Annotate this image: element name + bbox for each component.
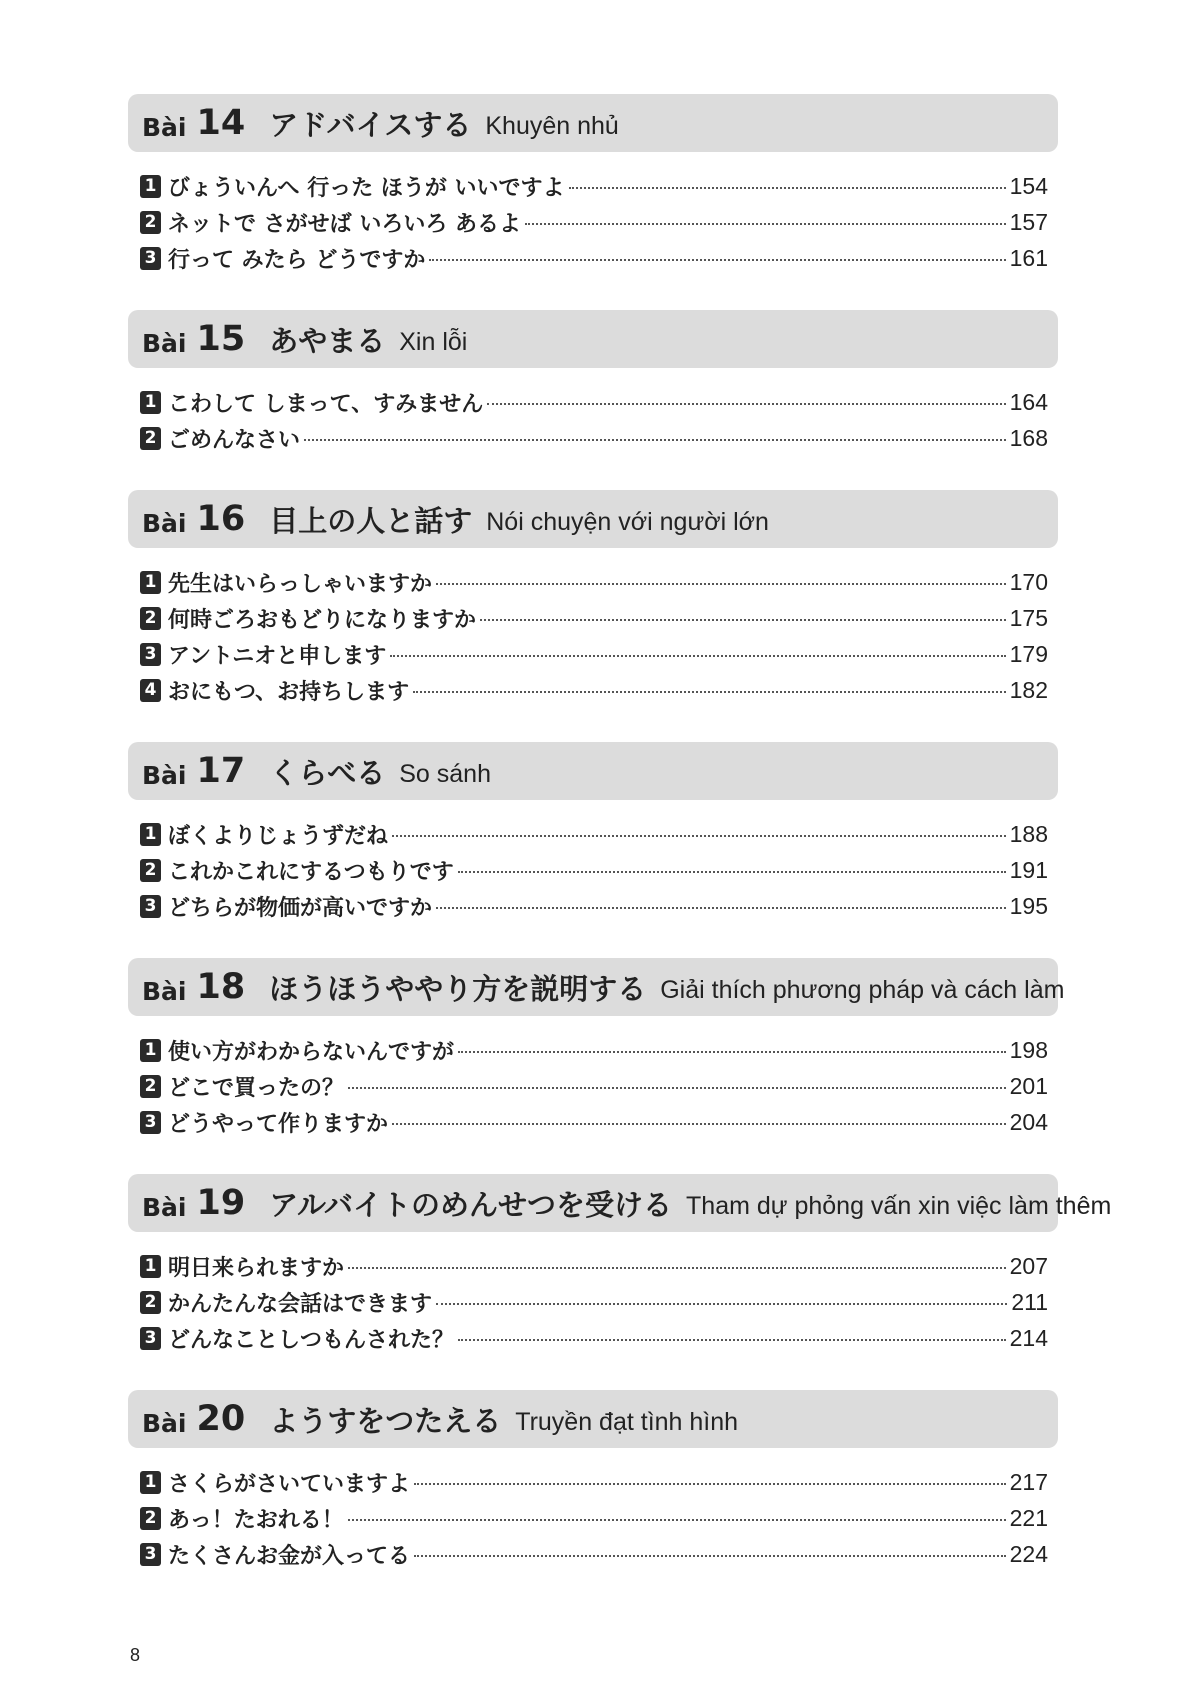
unit-list: [128, 1232, 1058, 1356]
page-ref: 188: [1009, 820, 1048, 847]
dot-leader: [348, 1087, 1006, 1089]
unit-number-badge: 2: [140, 607, 161, 630]
toc-entry[interactable]: [140, 600, 1048, 636]
unit-title: どうやって作りますか: [168, 1111, 389, 1137]
toc-entry[interactable]: [140, 672, 1048, 708]
page-ref: 204: [1009, 1108, 1048, 1135]
page-ref: 207: [1009, 1252, 1048, 1279]
unit-title: たくさんお金が入ってる: [168, 1543, 411, 1569]
dot-leader: [458, 1339, 1006, 1341]
dot-leader: [480, 619, 1006, 621]
dot-leader: [392, 835, 1006, 837]
unit-number-badge: 3: [140, 643, 161, 666]
lesson-section: [128, 310, 1058, 490]
unit-list: [128, 548, 1058, 708]
toc-entry[interactable]: [140, 1104, 1048, 1140]
unit-number-badge: 2: [140, 1291, 161, 1314]
lesson-header: [128, 742, 1058, 800]
lesson-vietnamese-title: So sánh: [399, 759, 491, 788]
unit-title: どんなことしつもんされた？: [168, 1327, 455, 1353]
toc-entry[interactable]: [140, 1284, 1048, 1320]
dot-leader: [348, 1267, 1006, 1269]
unit-number-badge: 2: [140, 211, 161, 234]
toc-entry[interactable]: [140, 1068, 1048, 1104]
unit-title: 行って みたら どうですか: [168, 247, 426, 273]
lesson-vietnamese-title: Xin lỗi: [399, 327, 468, 356]
lesson-header: [128, 958, 1065, 1016]
dot-leader: [458, 1051, 1006, 1053]
page-ref: 182: [1009, 676, 1048, 703]
lesson-header: [128, 1174, 1112, 1232]
page-ref: 214: [1009, 1324, 1048, 1351]
unit-list: [128, 1016, 1058, 1140]
dot-leader: [569, 187, 1006, 189]
unit-list: [128, 368, 1058, 456]
page-ref: 179: [1009, 640, 1048, 667]
toc-entry[interactable]: [140, 240, 1048, 276]
unit-number-badge: 3: [140, 1111, 161, 1134]
lesson-japanese-title: くらべる: [269, 755, 386, 790]
unit-number-badge: 3: [140, 1327, 161, 1350]
page-ref: 191: [1009, 856, 1048, 883]
lesson-section: [128, 1390, 1058, 1572]
unit-title: 使い方がわからないんですが: [168, 1039, 455, 1065]
lesson-prefix: Bài: [142, 1408, 187, 1438]
dot-leader: [414, 1483, 1006, 1485]
unit-number-badge: 3: [140, 895, 161, 918]
dot-leader: [458, 871, 1006, 873]
lesson-vietnamese-title: Khuyên nhủ: [485, 111, 619, 140]
table-of-contents: [128, 94, 1112, 1572]
dot-leader: [392, 1123, 1006, 1125]
lesson-japanese-title: 目上の人と話す: [269, 503, 473, 538]
unit-number-badge: 1: [140, 823, 161, 846]
lesson-header: [128, 310, 1058, 368]
unit-title: アントニオと申します: [168, 643, 387, 669]
dot-leader: [348, 1519, 1006, 1521]
toc-entry[interactable]: [140, 1536, 1048, 1572]
lesson-number: 18: [196, 967, 246, 1007]
lesson-number: 17: [196, 751, 246, 791]
lesson-japanese-title: あやまる: [269, 323, 386, 358]
unit-title: びょういんへ 行った ほうが いいですよ: [168, 175, 565, 201]
unit-list: [128, 1448, 1058, 1572]
lesson-vietnamese-title: Tham dự phỏng vấn xin việc làm thêm: [686, 1191, 1112, 1220]
lesson-vietnamese-title: Truyền đạt tình hình: [515, 1407, 739, 1436]
unit-title: さくらがさいていますよ: [168, 1471, 411, 1497]
page-number: 8: [130, 1645, 141, 1665]
lesson-section: [128, 490, 1058, 742]
unit-number-badge: 2: [140, 859, 161, 882]
lesson-section: [128, 742, 1058, 958]
unit-title: かんたんな会話はできます: [168, 1291, 433, 1317]
unit-title: こわして しまって、すみません: [168, 391, 484, 417]
toc-entry[interactable]: [140, 1464, 1048, 1500]
unit-title: ぼくよりじょうずだね: [168, 823, 389, 849]
unit-number-badge: 1: [140, 175, 161, 198]
lesson-number: 16: [196, 499, 246, 539]
page-ref: 198: [1009, 1036, 1048, 1063]
dot-leader: [525, 223, 1006, 225]
toc-entry[interactable]: [140, 888, 1048, 924]
unit-title: おにもつ、お持ちします: [168, 679, 410, 705]
page-ref: 195: [1009, 892, 1048, 919]
unit-number-badge: 4: [140, 679, 161, 702]
toc-entry[interactable]: [140, 1500, 1048, 1536]
page-ref: 164: [1009, 388, 1048, 415]
unit-list: [128, 152, 1058, 276]
dot-leader: [390, 655, 1005, 657]
lesson-header: [128, 490, 1058, 548]
dot-leader: [436, 1303, 1007, 1305]
dot-leader: [304, 439, 1006, 441]
unit-title: ごめんなさい: [168, 427, 301, 453]
lesson-number: 14: [196, 103, 246, 143]
lesson-japanese-title: ようすをつたえる: [269, 1403, 502, 1438]
lesson-header: [128, 94, 1058, 152]
page-ref: 217: [1009, 1468, 1048, 1495]
unit-number-badge: 1: [140, 391, 161, 414]
toc-entry[interactable]: [140, 852, 1048, 888]
lesson-prefix: Bài: [142, 508, 187, 538]
unit-list: [128, 800, 1058, 924]
toc-entry[interactable]: [140, 636, 1048, 672]
dot-leader: [414, 1555, 1006, 1557]
page-ref: 161: [1009, 244, 1048, 271]
toc-entry[interactable]: [140, 1320, 1048, 1356]
toc-entry[interactable]: [140, 564, 1048, 600]
unit-title: 先生はいらっしゃいますか: [168, 571, 433, 597]
unit-number-badge: 1: [140, 1039, 161, 1062]
toc-entry[interactable]: [140, 816, 1048, 852]
unit-title: あっ！たおれる！: [168, 1507, 344, 1533]
unit-title: どこで買ったの？: [168, 1075, 345, 1101]
lesson-prefix: Bài: [142, 112, 187, 142]
unit-number-badge: 1: [140, 571, 161, 594]
unit-number-badge: 1: [140, 1255, 161, 1278]
toc-entry[interactable]: [140, 1032, 1048, 1068]
unit-number-badge: 2: [140, 427, 161, 450]
lesson-number: 19: [196, 1183, 246, 1223]
page-ref: 170: [1009, 568, 1048, 595]
lesson-prefix: Bài: [142, 1192, 187, 1222]
page-ref: 154: [1009, 172, 1048, 199]
page-ref: 224: [1009, 1540, 1048, 1567]
unit-title: 明日来られますか: [168, 1255, 345, 1281]
unit-title: 何時ごろおもどりになりますか: [168, 607, 477, 633]
dot-leader: [429, 259, 1005, 261]
unit-number-badge: 2: [140, 1507, 161, 1530]
lesson-header: [128, 1390, 1058, 1448]
unit-number-badge: 2: [140, 1075, 161, 1098]
lesson-number: 15: [196, 319, 246, 359]
page-ref: 175: [1009, 604, 1048, 631]
dot-leader: [487, 403, 1005, 405]
toc-entry[interactable]: [140, 168, 1048, 204]
unit-number-badge: 1: [140, 1471, 161, 1494]
page-ref: 168: [1009, 424, 1048, 451]
lesson-section: [128, 94, 1058, 310]
lesson-japanese-title: アドバイスする: [269, 107, 472, 142]
page-ref: 201: [1009, 1072, 1048, 1099]
page-ref: 157: [1009, 208, 1048, 235]
toc-entry[interactable]: [140, 384, 1048, 420]
unit-title: ネットで さがせば いろいろ あるよ: [168, 211, 521, 237]
dot-leader: [436, 907, 1006, 909]
lesson-prefix: Bài: [142, 760, 187, 790]
lesson-prefix: Bài: [142, 976, 187, 1006]
toc-entry[interactable]: [140, 204, 1048, 240]
unit-number-badge: 3: [140, 1543, 161, 1566]
lesson-number: 20: [196, 1399, 246, 1439]
page-ref: 221: [1009, 1504, 1048, 1531]
lesson-section: [128, 1174, 1112, 1390]
lesson-vietnamese-title: Nói chuyện với người lớn: [486, 507, 769, 536]
toc-entry[interactable]: [140, 1248, 1048, 1284]
lesson-japanese-title: ほうほうややり方を説明する: [269, 971, 647, 1006]
unit-title: これかこれにするつもりです: [168, 859, 454, 885]
toc-entry[interactable]: [140, 420, 1048, 456]
lesson-section: [128, 958, 1065, 1174]
page-ref: 211: [1011, 1288, 1048, 1315]
unit-title: どちらが物価が高いですか: [168, 895, 433, 921]
dot-leader: [413, 691, 1006, 693]
unit-number-badge: 3: [140, 247, 161, 270]
lesson-prefix: Bài: [142, 328, 187, 358]
lesson-vietnamese-title: Giải thích phương pháp và cách làm: [660, 975, 1065, 1004]
dot-leader: [436, 583, 1006, 585]
lesson-japanese-title: アルバイトのめんせつを受ける: [269, 1187, 673, 1222]
